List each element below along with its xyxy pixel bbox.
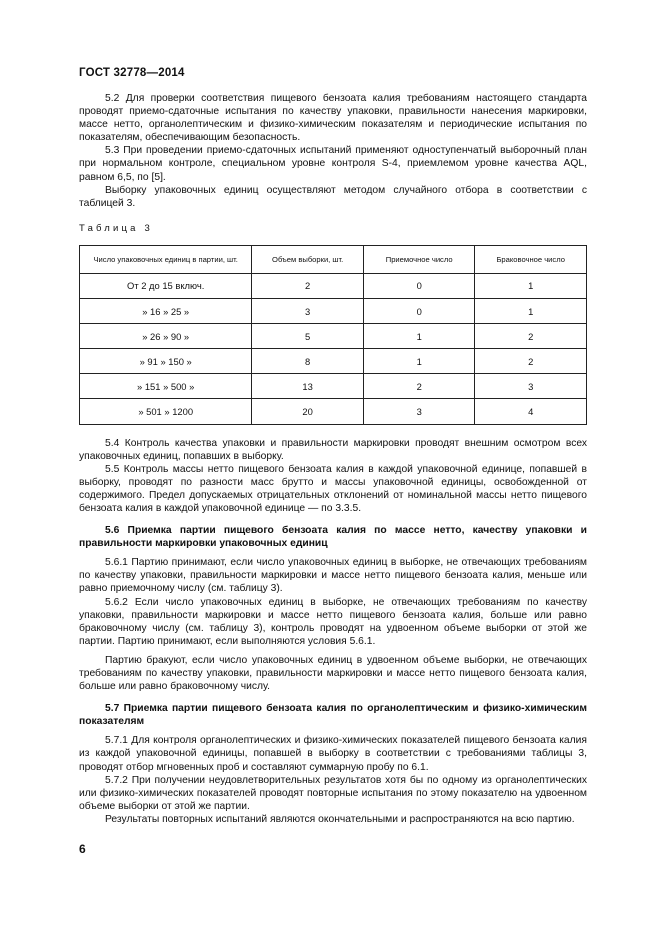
table-cell: » 501 » 1200 <box>80 399 252 424</box>
paragraph-5-2: 5.2 Для проверки соответствия пищевого бензоата калия требованиям настоящего стандарта проводят приемо-сдаточные испытания по качеству упаковки, правильности нанесения маркировки, массе нетто, органолептическим и физико-химическим показателям и периодические испытания по показателям, обеспечивающим безопасность. <box>79 93 587 144</box>
table-row <box>80 374 587 399</box>
table-row <box>80 273 587 298</box>
table-cell: » 16 » 25 » <box>80 299 252 324</box>
table-cell: 20 <box>252 399 364 424</box>
paragraph-5-6-2: 5.6.2 Если число упаковочных единиц в выборке, не отвечающих требованиям по качеству упаковки, правильности маркировки и массе нетто пищевого бензоата калия, больше или равно браковочному числу (см. таблицу 3), контроль проводят на удвоенном объеме выборки от этой же партии. Партию принимают, если выполняются условия 5.6.1. <box>79 596 587 647</box>
table-cell: 3 <box>252 299 364 324</box>
table-cell: 13 <box>252 374 364 399</box>
table-cell: 0 <box>363 299 475 324</box>
paragraph-5-4: 5.4 Контроль качества упаковки и правильности маркировки проводят внешним осмотром всех упаковочных единиц, попавших в выборку. <box>79 437 587 462</box>
table-cell: 3 <box>363 399 475 424</box>
table-cell: 4 <box>475 399 587 424</box>
table-cell: 1 <box>475 273 587 298</box>
paragraph-5-7-2-results: Результаты повторных испытаний являются окончательными и распространяются на всю партию. <box>105 813 575 825</box>
section-heading-5-7: 5.7 Приемка партии пищевого бензоата калия по органолептическим и физико-химическим показателям <box>79 703 587 728</box>
table-cell: 2 <box>252 273 364 298</box>
table-cell: От 2 до 15 включ. <box>80 273 252 298</box>
sampling-table <box>79 245 587 425</box>
column-header: Браковочное число <box>475 245 587 273</box>
table-cell: » 26 » 90 » <box>80 324 252 349</box>
table-cell: 8 <box>252 349 364 374</box>
paragraph-5-3-sampling: Выборку упаковочных единиц осуществляют методом случайного отбора в соответствии с таблицей 3. <box>79 184 587 209</box>
paragraph-5-6-2-reject: Партию бракуют, если число упаковочных единиц в удвоенном объеме выборки, не отвечающих требованиям по качеству упаковки, правильности маркировки и массе нетто пищевого бензоата калия, больше или равно браковочному числу. <box>79 654 587 693</box>
column-header: Число упаковочных единиц в партии, шт. <box>80 245 252 273</box>
section-heading-5-6: 5.6 Приемка партии пищевого бензоата калия по массе нетто, качеству упаковки и правильности маркировки упаковочных единиц <box>79 525 587 550</box>
paragraph-5-6-1: 5.6.1 Партию принимают, если число упаковочных единиц в выборке, не отвечающих требованиям по качеству упаковки, правильности маркировки и массе нетто пищевого бензоата калия, меньше или равно приемочному числу (см. таблицу 3). <box>79 557 587 595</box>
table-cell: 0 <box>363 273 475 298</box>
page-content <box>79 92 587 826</box>
column-header: Объем выборки, шт. <box>252 245 364 273</box>
table-cell: 1 <box>475 299 587 324</box>
table-cell: 2 <box>475 324 587 349</box>
paragraph-5-5: 5.5 Контроль массы нетто пищевого бензоата калия в каждой упаковочной единице, попавшей в выборку, проводят по разности масс брутто и массы упаковочной единицы, освобожденной от содержимого. Предел допускаемых отрицательных отклонений от номинальной массы нетто пищевого бензоата калия в каждой упаковочной единице — по 3.3.5. <box>79 463 587 514</box>
table-row <box>80 349 587 374</box>
table-row <box>80 324 587 349</box>
table-cell: 1 <box>363 349 475 374</box>
page-number: 6 <box>79 842 86 856</box>
table-cell: 2 <box>475 349 587 374</box>
table-cell: 2 <box>363 374 475 399</box>
table-caption: Таблица 3 <box>79 222 153 234</box>
table-row <box>80 299 587 324</box>
paragraph-5-3: 5.3 При проведении приемо-сдаточных испытаний применяют одноступенчатый выборочный план при нормальном контроле, специальном уровне контроля S-4, приемлемом уровне качества AQL, равном 6,5, по [5]. <box>79 145 587 183</box>
paragraph-5-7-1: 5.7.1 Для контроля органолептических и физико-химических показателей пищевого бензоата калия из каждой упаковочной единицы, попавшей в выборку в соответствии с требованиями таблицы 3, проводят отбор мгновенных проб и составляют суммарную пробу по 6.1. <box>79 735 587 773</box>
table-cell: 3 <box>475 374 587 399</box>
table-row <box>80 399 587 424</box>
document-header: ГОСТ 32778—2014 <box>79 67 185 79</box>
table-header-row <box>80 245 587 273</box>
table-cell: 1 <box>363 324 475 349</box>
table-cell: » 151 » 500 » <box>80 374 252 399</box>
column-header: Приемочное число <box>363 245 475 273</box>
table-cell: 5 <box>252 324 364 349</box>
paragraph-5-7-2: 5.7.2 При получении неудовлетворительных результатов хотя бы по одному из органолептических или физико-химических показателей проводят повторные испытания по этому показателю на удвоенном объеме выборки от этой же партии. <box>79 774 587 812</box>
table-cell: » 91 » 150 » <box>80 349 252 374</box>
